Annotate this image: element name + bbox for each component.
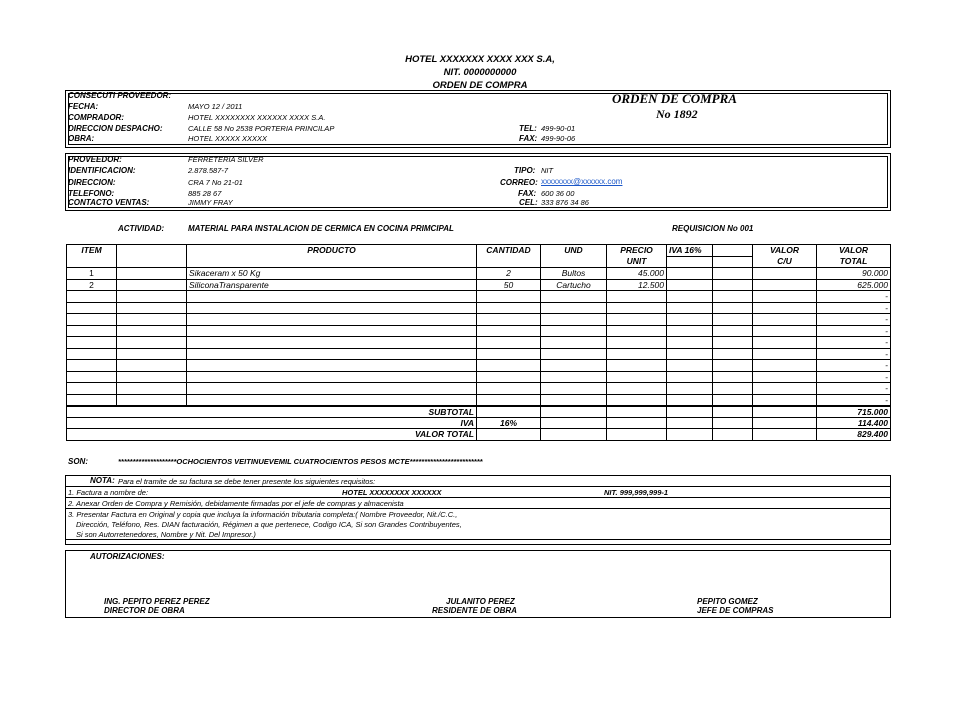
und-cell	[541, 348, 607, 360]
cantidad-cell	[477, 360, 541, 372]
header-cu: C/U	[753, 256, 817, 268]
obra-label: OBRA:	[68, 134, 95, 143]
valor-cu-cell	[753, 348, 817, 360]
producto-cell	[187, 291, 477, 303]
table-row	[67, 360, 891, 372]
cantidad-cell: 50	[477, 279, 541, 291]
table-row	[67, 291, 891, 303]
subtotal-label: SUBTOTAL	[187, 406, 477, 418]
comprador-label: COMPRADOR:	[68, 113, 124, 122]
und-cell: Bultos	[541, 268, 607, 280]
precio-cell	[607, 394, 667, 406]
direccion-despacho-label: DIRECCION DESPACHO:	[68, 124, 163, 133]
cantidad-cell	[477, 371, 541, 383]
correo-link[interactable]: xxxxxxxx@xxxxxx.com	[541, 177, 623, 186]
signer1-name: ING. PEPITO PEREZ PEREZ	[104, 597, 210, 606]
item-cell	[67, 371, 117, 383]
precio-cell	[607, 383, 667, 395]
table-row	[67, 394, 891, 406]
iva-cell	[667, 371, 713, 383]
precio-cell	[607, 325, 667, 337]
iva-cell	[667, 383, 713, 395]
blank-cell	[117, 302, 187, 314]
cantidad-cell	[477, 314, 541, 326]
valor-cu-cell	[753, 325, 817, 337]
valor-total-cell: -	[817, 383, 891, 395]
producto-cell	[187, 383, 477, 395]
table-row	[67, 302, 891, 314]
iva-cell	[667, 348, 713, 360]
header-precio: PRECIO	[607, 245, 667, 257]
total-row	[67, 429, 891, 441]
valor-total-cell: -	[817, 314, 891, 326]
blank-cell	[117, 337, 187, 349]
comprador-value: HOTEL XXXXXXXX XXXXXX XXXX S.A.	[188, 113, 326, 122]
valor-cu-cell	[753, 337, 817, 349]
blank-cell	[117, 279, 187, 291]
producto-cell	[187, 394, 477, 406]
iva-cell	[667, 279, 713, 291]
valor-cu-cell	[753, 360, 817, 372]
iva-cell	[667, 268, 713, 280]
nota-intro: Para el tramite de su factura se debe tener presente los siguientes requisitos:	[118, 477, 376, 486]
valor-total-cell: -	[817, 360, 891, 372]
son-label: SON:	[68, 457, 88, 466]
cantidad-cell	[477, 325, 541, 337]
identificacion-label: IDENTIFICACION:	[68, 166, 136, 175]
valor-cu-cell	[753, 383, 817, 395]
nota-label: NOTA:	[90, 476, 115, 485]
header-valor-cu: VALOR	[753, 245, 817, 257]
cel-value: 333 876 34 86	[541, 198, 589, 207]
table-row	[67, 325, 891, 337]
precio-cell	[607, 302, 667, 314]
table-header-row	[67, 245, 891, 257]
producto-cell	[187, 348, 477, 360]
valor-total-cell: -	[817, 348, 891, 360]
valor-total-cell: -	[817, 371, 891, 383]
precio-cell: 45.000	[607, 268, 667, 280]
fecha-value: MAYO 12 / 2011	[188, 102, 243, 111]
valor-total-cell: -	[817, 302, 891, 314]
items-table	[66, 244, 891, 441]
iva-cell	[667, 337, 713, 349]
und-cell	[541, 314, 607, 326]
contacto-label: CONTACTO VENTAS:	[68, 198, 150, 207]
nota-line1: 1. Factura a nombre de:	[68, 488, 149, 497]
iva-cell	[667, 291, 713, 303]
valor-total-cell: 90.000	[817, 268, 891, 280]
company-name: HOTEL XXXXXXX XXXX XXX S.A,	[405, 54, 555, 65]
proveedor-value: FERRETERIA SILVER	[188, 155, 264, 164]
signer2-role: RESIDENTE DE OBRA	[432, 606, 517, 615]
producto-cell	[187, 314, 477, 326]
item-cell	[67, 325, 117, 337]
signer3-name: PEPITO GOMEZ	[697, 597, 758, 606]
blank-cell	[117, 291, 187, 303]
valor-cu-cell	[753, 394, 817, 406]
tipo-label: TIPO:	[514, 166, 536, 175]
item-cell	[67, 291, 117, 303]
header-item: ITEM	[67, 245, 117, 268]
iva-extra-cell	[713, 291, 753, 303]
valor-total-cell: -	[817, 337, 891, 349]
consecutivo-label: CONSECUTI PROVEEDOR:	[68, 91, 172, 100]
table-row	[67, 314, 891, 326]
nota-line2: 2. Anexar Orden de Compra y Remisión, debidamente firmadas por el jefe de compras y almacenista	[68, 499, 404, 508]
cantidad-cell	[477, 394, 541, 406]
iva-extra-cell	[713, 314, 753, 326]
producto-cell	[187, 337, 477, 349]
valor-cu-cell	[753, 268, 817, 280]
fax-label: FAX:	[519, 134, 538, 143]
nota-line1-name: HOTEL XXXXXXXX XXXXXX	[342, 488, 442, 497]
valor-cu-cell	[753, 291, 817, 303]
und-cell	[541, 291, 607, 303]
iva-extra-cell	[713, 268, 753, 280]
actividad-value: MATERIAL PARA INSTALACION DE CERMICA EN COCINA PRIMCIPAL	[188, 224, 454, 233]
iva-row	[67, 417, 891, 429]
precio-cell: 12.500	[607, 279, 667, 291]
item-cell	[67, 314, 117, 326]
blank-cell	[117, 371, 187, 383]
precio-cell	[607, 360, 667, 372]
valor-cu-cell	[753, 302, 817, 314]
und-cell	[541, 337, 607, 349]
iva-extra-cell	[713, 337, 753, 349]
subtotal-row	[67, 406, 891, 418]
iva-cell	[667, 314, 713, 326]
iva-extra-cell	[713, 325, 753, 337]
actividad-label: ACTIVIDAD:	[118, 224, 165, 233]
fecha-label: FECHA:	[68, 102, 99, 111]
tel-value: 499-90-01	[541, 124, 576, 133]
nota-line5: Si son Autorretenedores, Nombre y Nit. Del Impresor.)	[76, 530, 256, 539]
iva-extra-cell	[713, 348, 753, 360]
item-cell	[67, 337, 117, 349]
header-iva: IVA 16%	[667, 245, 713, 257]
blank-cell	[117, 360, 187, 372]
valor-total-cell: -	[817, 394, 891, 406]
iva-cell	[667, 394, 713, 406]
precio-cell	[607, 348, 667, 360]
cantidad-cell	[477, 348, 541, 360]
direccion-label: DIRECCION:	[68, 178, 116, 187]
signer1-role: DIRECTOR DE OBRA	[104, 606, 185, 615]
tipo-value: NIT	[541, 166, 554, 175]
signer2-name: JULANITO PEREZ	[446, 597, 515, 606]
valor-cu-cell	[753, 279, 817, 291]
precio-cell	[607, 314, 667, 326]
item-cell: 1	[67, 268, 117, 280]
table-row	[67, 348, 891, 360]
signer3-role: JEFE DE COMPRAS	[697, 606, 774, 615]
und-cell	[541, 302, 607, 314]
producto-cell	[187, 302, 477, 314]
header-valor-total: VALOR	[817, 245, 891, 257]
nota-line3: 3. Presentar Factura en Original y copia que incluya la información tributaria completa:( Nombre Proveedor, Nit./C.C.,	[68, 510, 458, 519]
cantidad-cell	[477, 302, 541, 314]
table-row	[67, 371, 891, 383]
cantidad-cell	[477, 291, 541, 303]
cantidad-cell	[477, 383, 541, 395]
nota-line1-nit: NIT. 999,999,999-1	[604, 488, 669, 497]
table-row	[67, 383, 891, 395]
cantidad-cell: 2	[477, 268, 541, 280]
und-cell	[541, 325, 607, 337]
order-title: ORDEN DE COMPRA	[612, 91, 737, 106]
blank-cell	[117, 325, 187, 337]
header-producto: PRODUCTO	[187, 245, 477, 268]
producto-cell	[187, 325, 477, 337]
supplier-fax-label: FAX:	[518, 189, 537, 198]
total-value: 829.400	[817, 429, 891, 441]
header-cantidad: CANTIDAD	[477, 245, 541, 268]
iva-cell	[667, 302, 713, 314]
supplier-fax-value: 600 36 00	[541, 189, 575, 198]
item-cell	[67, 360, 117, 372]
order-number: No 1892	[656, 107, 698, 121]
valor-total-cell: -	[817, 325, 891, 337]
tel-label: TEL:	[519, 124, 537, 133]
precio-cell	[607, 371, 667, 383]
cel-label: CEL:	[519, 198, 538, 207]
identificacion-value: 2.878.587-7	[188, 166, 229, 175]
company-nit: NIT. 0000000000	[443, 67, 517, 78]
cantidad-cell	[477, 337, 541, 349]
producto-cell: Sikaceram x 50 Kg	[187, 268, 477, 280]
valor-total-cell: -	[817, 291, 891, 303]
header-unit: UNIT	[607, 256, 667, 268]
iva-cell	[667, 325, 713, 337]
valor-total-cell: 625.000	[817, 279, 891, 291]
table-row	[67, 279, 891, 291]
iva-extra-cell	[713, 371, 753, 383]
iva-extra-cell	[713, 394, 753, 406]
precio-cell	[607, 291, 667, 303]
autorizaciones-label: AUTORIZACIONES:	[90, 552, 165, 561]
producto-cell	[187, 360, 477, 372]
iva-label: IVA	[187, 417, 477, 429]
iva-extra-cell	[713, 302, 753, 314]
nota-line4: Dirección, Teléfono, Res. DIAN facturación, Régimen a que pertenece, Codigo ICA, Si son Grandes Contribuyentes,	[76, 520, 462, 529]
und-cell: Cartucho	[541, 279, 607, 291]
blank-cell	[117, 314, 187, 326]
producto-cell: SiliconaTransparente	[187, 279, 477, 291]
iva-extra-cell	[713, 383, 753, 395]
blank-cell	[117, 348, 187, 360]
iva-rate: 16%	[477, 417, 541, 429]
iva-cell	[667, 360, 713, 372]
son-value: ********************OCHOCIENTOS VEITINUEVEMIL CUATROCIENTOS PESOS MCTE*************************	[118, 457, 483, 466]
subtotal-value: 715.000	[817, 406, 891, 418]
valor-cu-cell	[753, 371, 817, 383]
iva-extra-cell	[713, 279, 753, 291]
obra-value: HOTEL XXXXX XXXXX	[188, 134, 268, 143]
correo-label: CORREO:	[500, 178, 538, 187]
table-row	[67, 337, 891, 349]
iva-extra-cell	[713, 360, 753, 372]
fax-value: 499-90-06	[541, 134, 576, 143]
precio-cell	[607, 337, 667, 349]
item-cell	[67, 383, 117, 395]
blank-cell	[117, 394, 187, 406]
iva-value: 114.400	[817, 417, 891, 429]
und-cell	[541, 383, 607, 395]
direccion-value: CRA 7 No 21-01	[188, 178, 243, 187]
direccion-despacho-value: CALLE 58 No 2538 PORTERIA PRINCILAP	[188, 124, 335, 133]
und-cell	[541, 394, 607, 406]
item-cell	[67, 394, 117, 406]
document-type: ORDEN DE COMPRA	[432, 80, 528, 91]
item-cell	[67, 302, 117, 314]
requisicion-number: REQUISICION No 001	[672, 224, 754, 233]
proveedor-label: PROVEEDOR:	[68, 155, 122, 164]
valor-cu-cell	[753, 314, 817, 326]
item-cell: 2	[67, 279, 117, 291]
blank-cell	[117, 383, 187, 395]
blank-cell	[117, 268, 187, 280]
item-cell	[67, 348, 117, 360]
telefono-value: 885 28 67	[188, 189, 222, 198]
und-cell	[541, 360, 607, 372]
contacto-value: JIMMY FRAY	[188, 198, 233, 207]
header-total: TOTAL	[817, 256, 891, 268]
table-row	[67, 268, 891, 280]
telefono-label: TELEFONO:	[68, 189, 115, 198]
und-cell	[541, 371, 607, 383]
total-label: VALOR TOTAL	[187, 429, 477, 441]
header-und: UND	[541, 245, 607, 268]
producto-cell	[187, 371, 477, 383]
